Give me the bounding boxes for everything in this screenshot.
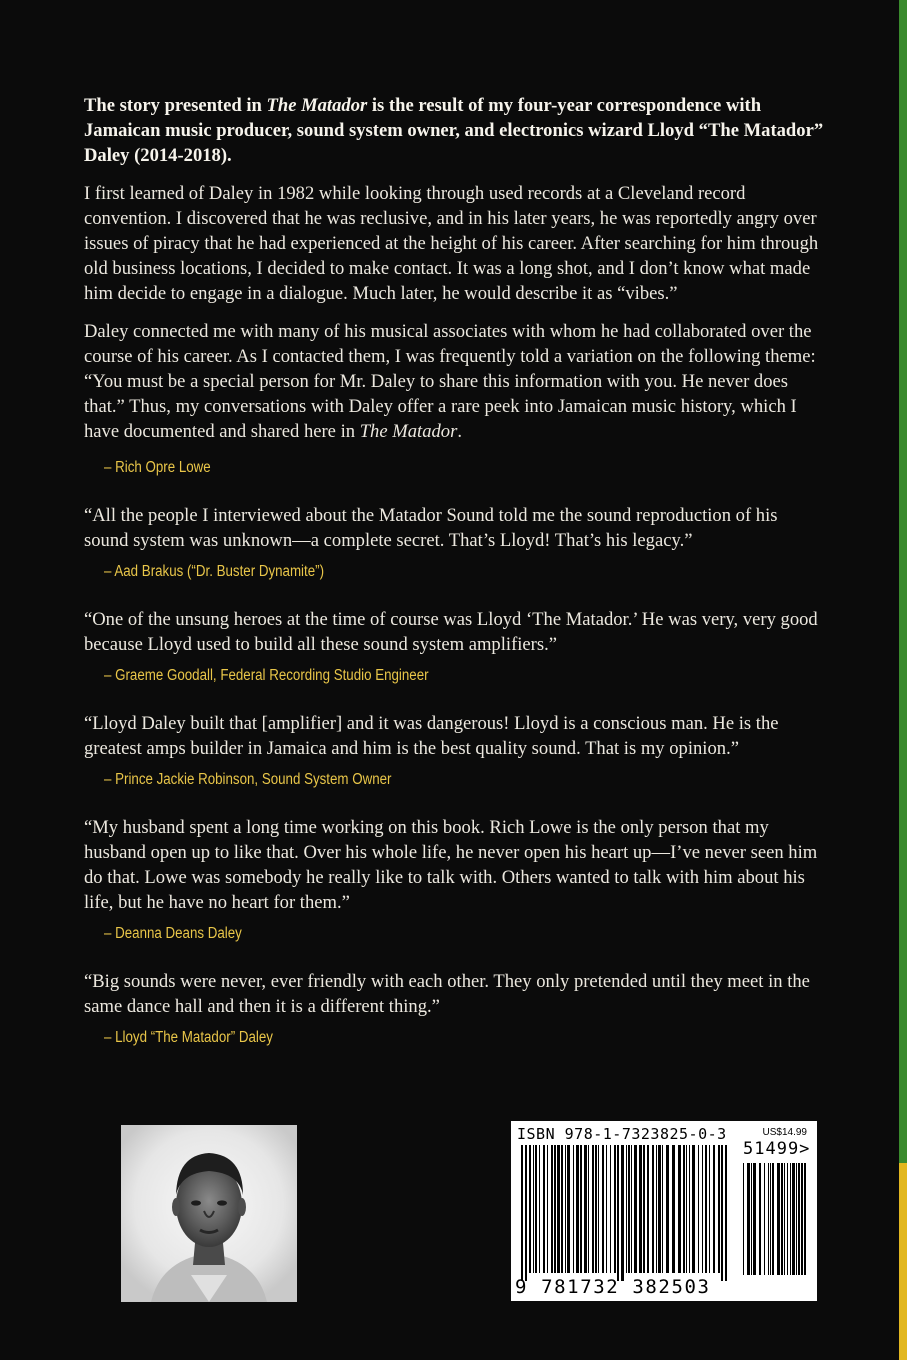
- barcode-bar: [804, 1163, 806, 1275]
- quote-attribution: – Prince Jackie Robinson, Sound System Owner: [104, 771, 392, 788]
- intro-paragraph: The story presented in The Matador is the result of my four-year correspondence with Jamaican music producer, sound system owner, and electronics wizard Lloyd “The Matador” Daley (2014-2018).: [84, 95, 824, 166]
- barcode-bar: [725, 1145, 727, 1281]
- barcode-bar: [656, 1145, 657, 1273]
- quote-attribution: – Graeme Goodall, Federal Recording Studio Engineer: [104, 667, 429, 684]
- barcode-bar: [666, 1145, 669, 1273]
- barcode-bar: [598, 1145, 599, 1273]
- barcode-bar: [770, 1163, 771, 1275]
- barcode-digits: 9 781732 382503: [515, 1276, 711, 1298]
- barcode-bar: [792, 1163, 795, 1275]
- quote-text: “Big sounds were never, ever friendly with each other. They only pretended until they meet in the same dance hall and then it is a different thing.”: [84, 971, 810, 1017]
- barcode-bar: [743, 1163, 744, 1275]
- barcode-bar: [705, 1145, 707, 1273]
- isbn-label: ISBN 978-1-7323825-0-3: [517, 1125, 727, 1143]
- barcode-bar: [539, 1145, 540, 1273]
- barcode-bar: [610, 1145, 611, 1273]
- book-title: The Matador: [359, 421, 458, 442]
- barcode-bar: [606, 1145, 607, 1273]
- barcode-bar: [557, 1145, 560, 1273]
- barcode-bar: [551, 1145, 553, 1273]
- barcode-bar: [764, 1163, 765, 1275]
- quote-text: “Lloyd Daley built that [amplifier] and it was dangerous! Lloyd is a conscious man. He is the greatest amps builder in Jamaica and him is the best quality sound. That is my opinion.”: [84, 713, 779, 759]
- barcode-bar: [747, 1163, 750, 1275]
- barcode-bar: [801, 1163, 803, 1275]
- barcode-bar: [554, 1145, 556, 1273]
- barcode-bar: [521, 1145, 523, 1281]
- barcode-bar: [683, 1145, 685, 1273]
- barcode-bar: [533, 1145, 534, 1273]
- quote-text: “My husband spent a long time working on this book. Rich Lowe is the only person that my husband open up to like that. Over his whole life, he never open his heart up—I’ve never seen him do that. Lowe was somebody he really like to talk with. Others wanted to talk with him about his life, but he have no heart for them.”: [84, 817, 818, 913]
- barcode-bar: [535, 1145, 537, 1273]
- portrait-photo: [121, 1125, 297, 1302]
- barcode-bar: [634, 1145, 637, 1273]
- book-title: The Matador: [266, 95, 368, 116]
- barcode-bar: [798, 1163, 800, 1275]
- barcode-bar: [617, 1145, 619, 1281]
- quote-attribution: – Aad Brakus (“Dr. Buster Dynamite”): [104, 563, 325, 580]
- barcode-bar: [768, 1163, 769, 1275]
- barcode-bar: [787, 1163, 788, 1275]
- barcode-bar: [713, 1145, 715, 1273]
- quote-text: “One of the unsung heroes at the time of course was Lloyd ‘The Matador.’ He was very, very good because Lloyd used to build all these sound system amplifiers.”: [84, 609, 818, 655]
- barcode-bar: [662, 1145, 663, 1273]
- barcode-bar: [721, 1145, 723, 1281]
- barcode-bar: [584, 1145, 587, 1273]
- barcode-bar: [751, 1163, 752, 1275]
- barcode-bar: [698, 1145, 699, 1273]
- barcode-bar: [639, 1145, 642, 1273]
- portrait-illustration: [121, 1125, 297, 1302]
- back-cover-text: [84, 93, 826, 1049]
- barcode-bar: [692, 1145, 695, 1273]
- barcode-bar: [790, 1163, 791, 1275]
- barcode-bar: [626, 1145, 627, 1273]
- isbn-barcode: [511, 1121, 817, 1301]
- barcode-bar: [796, 1163, 797, 1275]
- barcode-bar: [614, 1145, 616, 1273]
- associates-paragraph: Daley connected me with many of his musical associates with whom he had collaborated over the course of his career. As I contacted them, I was frequently told a variation on the following theme: “You must be a special person for Mr. Daley to share this information with you. He never does that.” Thus, my conversations with Daley offer a rare peek into Jamaican music history, which I have documented and shared here in The Matador.: [84, 321, 816, 442]
- barcode-bar: [702, 1145, 703, 1273]
- quote-attribution: – Deanna Deans Daley: [104, 925, 242, 942]
- barcode-bar: [689, 1145, 690, 1273]
- barcode-bar: [652, 1145, 654, 1273]
- barcode-bar: [686, 1145, 687, 1273]
- barcode-bar: [678, 1145, 681, 1273]
- spine-green-stripe: [899, 0, 907, 1163]
- spine-yellow-stripe: [899, 1163, 907, 1360]
- barcode-bar: [643, 1145, 645, 1273]
- barcode-bar: [580, 1145, 582, 1273]
- barcode-bar: [672, 1145, 675, 1273]
- barcode-bar: [628, 1145, 630, 1273]
- barcode-bar: [573, 1145, 574, 1273]
- barcode-bars: [511, 1121, 817, 1301]
- barcode-bar: [759, 1163, 761, 1275]
- barcode-bar: [576, 1145, 579, 1273]
- barcode-bar: [781, 1163, 783, 1275]
- barcode-bar: [718, 1145, 720, 1273]
- barcode-bar: [784, 1163, 785, 1275]
- barcode-bar: [647, 1145, 649, 1273]
- barcode-bar: [567, 1145, 570, 1273]
- barcode-bar: [772, 1163, 774, 1275]
- barcode-bar: [753, 1163, 756, 1275]
- origin-paragraph: I first learned of Daley in 1982 while looking through used records at a Cleveland record convention. I discovered that he was reclusive, and in his later years, he was reportedly angry over issues of piracy that he had experienced at the height of his career. After searching for him through old business locations, I decided to make contact. It was a long shot, and I don’t know what made him decide to engage in a dialogue. Much later, he would describe it as “vibes.”: [84, 183, 819, 304]
- barcode-bar: [621, 1145, 624, 1281]
- barcode-bar: [602, 1145, 604, 1273]
- barcode-bar: [777, 1163, 780, 1275]
- barcode-bar: [529, 1145, 531, 1273]
- quote-text: “All the people I interviewed about the Matador Sound told me the sound reproduction of his sound system was unknown—a complete secret. That’s Lloyd! That’s his legacy.”: [84, 505, 778, 551]
- barcode-bar: [561, 1145, 563, 1273]
- addon-digits: 51499>: [743, 1139, 811, 1159]
- barcode-bar: [547, 1145, 548, 1273]
- barcode-bar: [565, 1145, 566, 1273]
- barcode-bar: [543, 1145, 545, 1273]
- barcode-bar: [631, 1145, 632, 1273]
- barcode-bar: [709, 1145, 710, 1273]
- barcode-bar: [525, 1145, 527, 1281]
- quote-attribution: – Lloyd “The Matador” Daley: [104, 1029, 273, 1046]
- author-byline: – Rich Opre Lowe: [104, 459, 211, 476]
- barcode-bar: [658, 1145, 661, 1273]
- price-label: US$14.99: [762, 1127, 807, 1138]
- barcode-bar: [588, 1145, 589, 1273]
- barcode-bar: [595, 1145, 597, 1273]
- barcode-bar: [592, 1145, 594, 1273]
